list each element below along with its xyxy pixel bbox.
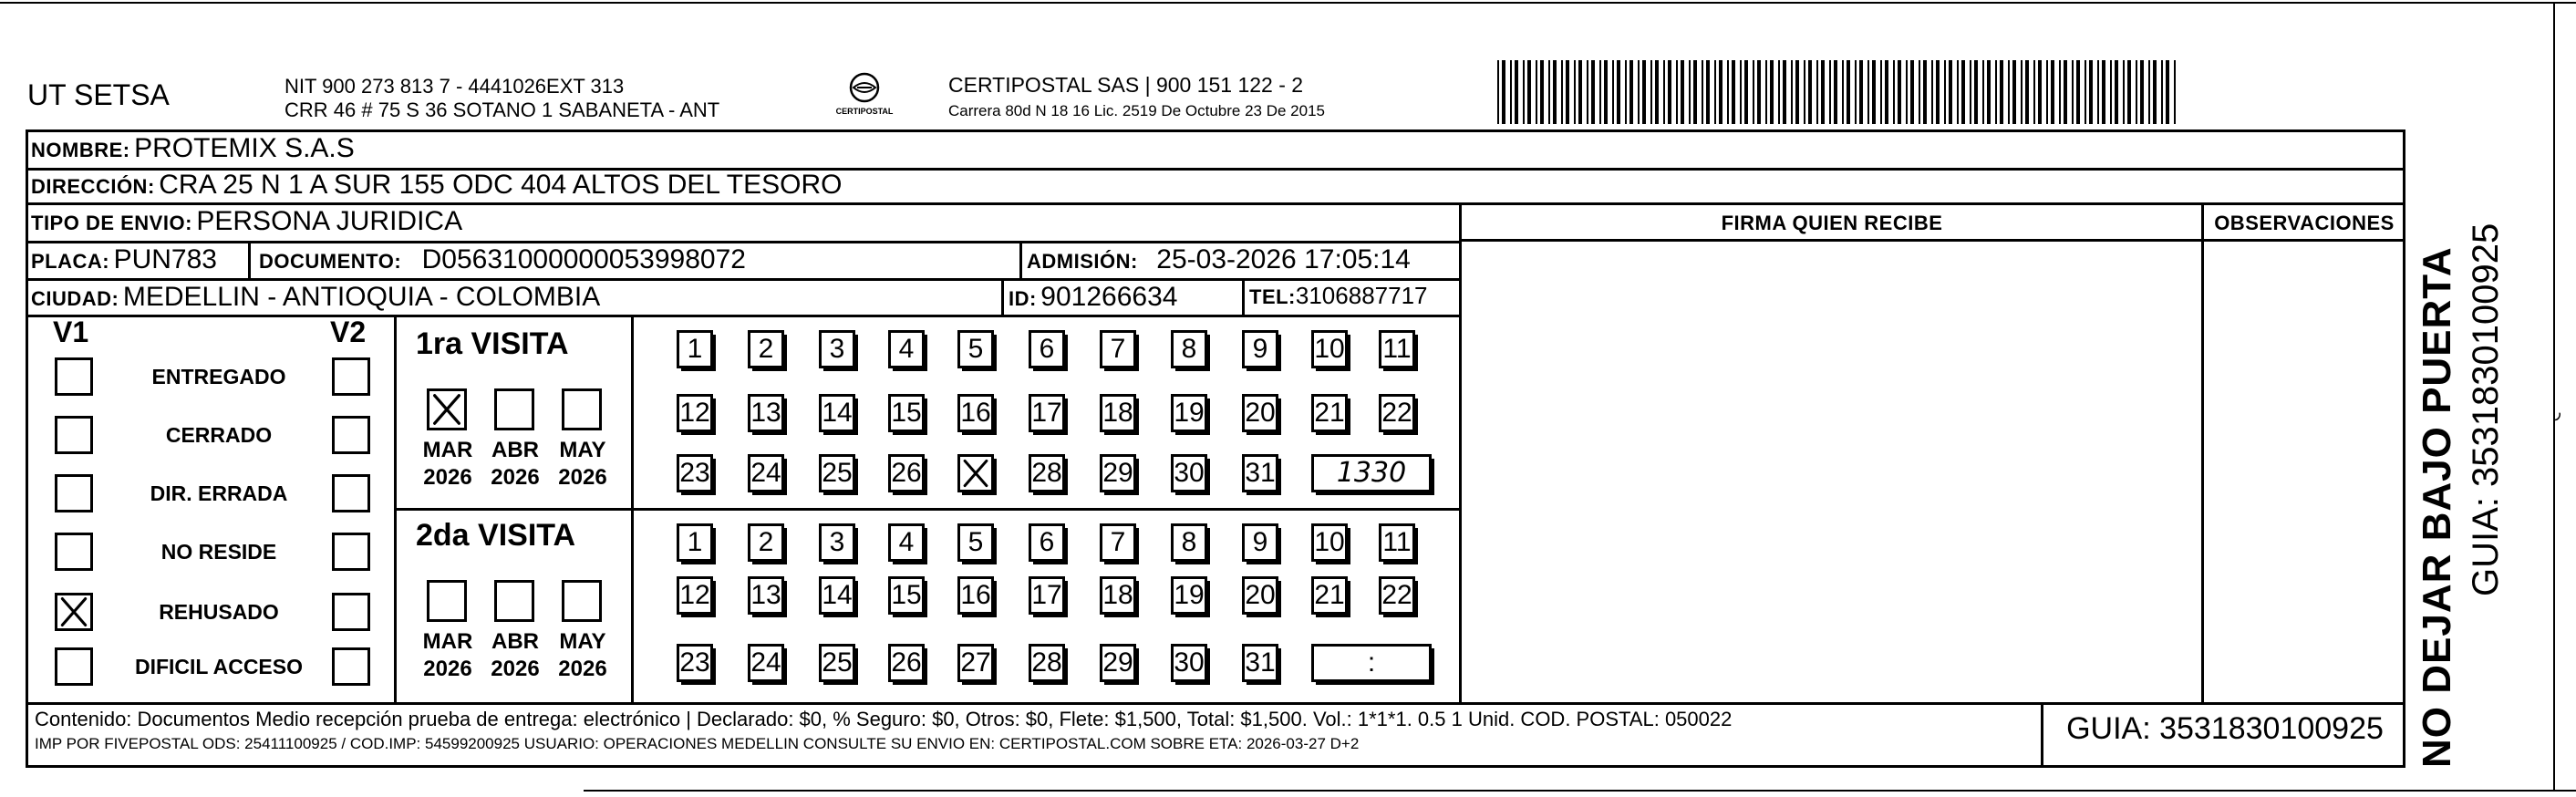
first-visit-time-box[interactable]: 1330 bbox=[1311, 454, 1432, 492]
second-visit-month-label: ABR bbox=[491, 629, 539, 654]
v2-checkbox[interactable] bbox=[332, 357, 370, 396]
plate-label: PLACA: bbox=[31, 250, 110, 273]
second-visit-time-box[interactable]: : bbox=[1311, 644, 1432, 682]
first-visit-day-box[interactable]: 3 bbox=[819, 330, 855, 368]
first-visit-day-box[interactable]: 16 bbox=[957, 394, 994, 432]
second-visit-day-box[interactable]: 18 bbox=[1100, 576, 1136, 615]
sender-name: UT SETSA bbox=[27, 78, 170, 111]
v1-header: V1 bbox=[53, 316, 89, 348]
row-divider bbox=[1459, 239, 2405, 242]
row-divider bbox=[26, 702, 2405, 705]
first-visit-day-box[interactable]: 31 bbox=[1242, 454, 1278, 492]
v2-header: V2 bbox=[330, 316, 367, 348]
second-visit-month-label: MAY bbox=[559, 629, 606, 654]
first-visit-day-box[interactable]: 19 bbox=[1171, 394, 1207, 432]
second-visit-day-box[interactable]: 14 bbox=[819, 576, 855, 615]
second-visit-day-box[interactable]: 13 bbox=[748, 576, 784, 615]
second-visit-day-box[interactable]: 6 bbox=[1029, 523, 1065, 562]
side-guide-number: GUIA: 3531830100925 bbox=[2466, 223, 2506, 596]
certipostal-logo bbox=[828, 69, 901, 120]
admission-label: ADMISIÓN: bbox=[1027, 250, 1138, 273]
first-visit-day-box[interactable]: 14 bbox=[819, 394, 855, 432]
v1-checkbox[interactable] bbox=[55, 533, 93, 571]
second-visit-day-box[interactable]: 7 bbox=[1100, 523, 1136, 562]
status-option-label: DIR. ERRADA bbox=[150, 481, 288, 505]
address-value: CRA 25 N 1 A SUR 155 ODC 404 ALTOS DEL TESORO bbox=[159, 170, 843, 200]
v2-checkbox[interactable] bbox=[332, 647, 370, 686]
first-visit-year-label: 2026 bbox=[491, 465, 540, 490]
first-visit-day-box[interactable]: 13 bbox=[748, 394, 784, 432]
first-visit-day-box[interactable]: 10 bbox=[1311, 330, 1348, 368]
barcode bbox=[1497, 60, 2181, 124]
v2-checkbox[interactable] bbox=[332, 533, 370, 571]
v1-checkbox[interactable] bbox=[55, 593, 93, 631]
admission-cell bbox=[1027, 244, 1411, 275]
row-divider bbox=[26, 241, 1461, 243]
v2-checkbox[interactable] bbox=[332, 474, 370, 512]
v1-checkbox[interactable] bbox=[55, 647, 93, 686]
first-visit-day-box[interactable]: 28 bbox=[1029, 454, 1065, 492]
first-visit-day-box[interactable]: 25 bbox=[819, 454, 855, 492]
second-visit-day-box[interactable]: 11 bbox=[1379, 523, 1415, 562]
name-value: PROTEMIX S.A.S bbox=[134, 133, 355, 163]
col-divider bbox=[1001, 278, 1004, 316]
city-label: CIUDAD: bbox=[31, 287, 119, 310]
v2-checkbox[interactable] bbox=[332, 593, 370, 631]
tel-cell bbox=[1249, 282, 1428, 310]
document-label: DOCUMENTO: bbox=[259, 250, 402, 273]
second-visit-day-box[interactable]: 19 bbox=[1171, 576, 1207, 615]
second-visit-day-box[interactable]: 17 bbox=[1029, 576, 1065, 615]
second-visit-year-label: 2026 bbox=[423, 657, 472, 681]
tel-label: TEL: bbox=[1249, 285, 1296, 308]
second-visit-month-checkbox[interactable] bbox=[427, 580, 467, 622]
right-edge bbox=[2553, 2, 2555, 790]
id-label: ID: bbox=[1009, 287, 1037, 310]
second-visit-day-box[interactable]: 8 bbox=[1171, 523, 1207, 562]
first-visit-day-box[interactable]: 17 bbox=[1029, 394, 1065, 432]
first-visit-day-box[interactable]: 21 bbox=[1311, 394, 1348, 432]
no-dejar-bajo-puerta: NO DEJAR BAJO PUERTA bbox=[2415, 246, 2459, 768]
second-visit-day-box[interactable]: 4 bbox=[888, 523, 925, 562]
col-divider bbox=[248, 241, 251, 279]
second-visit-day-box[interactable]: 31 bbox=[1242, 644, 1278, 682]
second-visit-day-box[interactable]: 15 bbox=[888, 576, 925, 615]
second-visit-day-box[interactable]: 5 bbox=[957, 523, 994, 562]
city-cell bbox=[31, 282, 600, 313]
receiver-signature-header: FIRMA QUIEN RECIBE bbox=[1721, 212, 1943, 234]
name-label: NOMBRE: bbox=[31, 139, 130, 161]
shipping-type-label: TIPO DE ENVIO: bbox=[31, 212, 192, 234]
second-visit-month-checkbox[interactable] bbox=[494, 580, 534, 622]
first-visit-day-box[interactable]: 24 bbox=[748, 454, 784, 492]
v2-checkbox[interactable] bbox=[332, 416, 370, 454]
first-visit-year-label: 2026 bbox=[558, 465, 607, 490]
plate-cell bbox=[31, 244, 217, 275]
second-visit-day-box[interactable]: 29 bbox=[1100, 644, 1136, 682]
row-divider bbox=[26, 278, 1461, 281]
footer-guide-number: GUIA: 3531830100925 bbox=[2066, 711, 2384, 746]
admission-value: 25-03-2026 17:05:14 bbox=[1156, 244, 1411, 274]
row-divider bbox=[26, 202, 2405, 205]
first-visit-day-box[interactable]: 5 bbox=[957, 330, 994, 368]
second-visit-day-box[interactable]: 22 bbox=[1379, 576, 1415, 615]
second-visit-day-box[interactable]: 21 bbox=[1311, 576, 1348, 615]
first-visit-month-checkbox[interactable] bbox=[427, 388, 467, 430]
second-visit-day-box[interactable]: 3 bbox=[819, 523, 855, 562]
first-visit-day-box[interactable]: 12 bbox=[677, 394, 713, 432]
second-visit-day-box[interactable]: 25 bbox=[819, 644, 855, 682]
second-visit-day-box[interactable]: 26 bbox=[888, 644, 925, 682]
name-row bbox=[31, 133, 355, 164]
shipping-type-row bbox=[31, 206, 462, 237]
second-visit-year-label: 2026 bbox=[491, 657, 540, 681]
second-visit-title: 2da VISITA bbox=[416, 518, 576, 553]
status-option-label: DIFICIL ACCESO bbox=[134, 655, 303, 678]
col-divider bbox=[2201, 202, 2204, 704]
first-visit-day-box[interactable]: 9 bbox=[1242, 330, 1278, 368]
address-row bbox=[31, 170, 842, 201]
signature-area[interactable] bbox=[1463, 243, 2199, 699]
col-divider bbox=[1459, 202, 1462, 704]
second-visit-day-box[interactable]: 20 bbox=[1242, 576, 1278, 615]
row-divider bbox=[26, 315, 1461, 317]
row-divider bbox=[394, 508, 1461, 511]
second-visit-day-box[interactable]: 30 bbox=[1171, 644, 1207, 682]
first-visit-day-box[interactable]: 30 bbox=[1171, 454, 1207, 492]
v1-checkbox[interactable] bbox=[55, 416, 93, 454]
city-value: MEDELLIN - ANTIOQUIA - COLOMBIA bbox=[122, 282, 601, 312]
col-divider bbox=[2041, 702, 2043, 768]
content-line: Contenido: Documentos Medio recepción prueba de entrega: electrónico | Declarado: $0, % Seguro: $0, Otros: $0, Flete: $1,500, Total: $1,500. Vol.: 1*1*1. 0.5 1 Unid. COD. POSTAL: 050022 bbox=[35, 708, 1733, 730]
first-visit-month-checkbox[interactable] bbox=[562, 388, 602, 430]
plate-value: PUN783 bbox=[113, 244, 217, 274]
v1-checkbox[interactable] bbox=[55, 357, 93, 396]
first-visit-day-box[interactable]: 1 bbox=[677, 330, 713, 368]
second-visit-day-box[interactable]: 28 bbox=[1029, 644, 1065, 682]
id-value: 901266634 bbox=[1040, 282, 1178, 312]
first-visit-day-box[interactable]: 6 bbox=[1029, 330, 1065, 368]
sender-address: CRR 46 # 75 S 36 SOTANO 1 SABANETA - ANT bbox=[284, 98, 720, 121]
bottom-border bbox=[584, 790, 2576, 792]
first-visit-day-box[interactable]: 26 bbox=[888, 454, 925, 492]
second-visit-day-box[interactable]: 16 bbox=[957, 576, 994, 615]
first-visit-day-box[interactable]: 8 bbox=[1171, 330, 1207, 368]
observations-area[interactable] bbox=[2205, 243, 2402, 699]
address-label: DIRECCIÓN: bbox=[31, 175, 155, 198]
second-visit-day-box[interactable]: 24 bbox=[748, 644, 784, 682]
first-visit-day-box[interactable]: 2 bbox=[748, 330, 784, 368]
observations-header: OBSERVACIONES bbox=[2214, 212, 2395, 234]
v1-checkbox[interactable] bbox=[55, 474, 93, 512]
sender-nit: NIT 900 273 813 7 - 4441026EXT 313 bbox=[284, 75, 625, 98]
second-visit-day-box[interactable]: 10 bbox=[1311, 523, 1348, 562]
first-visit-day-box[interactable]: 22 bbox=[1379, 394, 1415, 432]
col-divider bbox=[1019, 241, 1022, 279]
tel-value: 3106887717 bbox=[1295, 282, 1428, 309]
imp-line: IMP POR FIVEPOSTAL ODS: 25411100925 / COD.IMP: 54599200925 USUARIO: OPERACIONES MEDELLIN CONSULTE SU ENVIO EN: CERTIPOSTAL.COM SOBRE ETA: 2026-03-27 D+2 bbox=[35, 735, 1360, 752]
second-visit-day-box[interactable]: 1 bbox=[677, 523, 713, 562]
first-visit-month-checkbox[interactable] bbox=[494, 388, 534, 430]
first-visit-month-label: ABR bbox=[491, 438, 539, 462]
first-visit-day-box[interactable]: 23 bbox=[677, 454, 713, 492]
status-option-label: ENTREGADO bbox=[151, 365, 286, 388]
document-value: D05631000000053998072 bbox=[421, 244, 746, 274]
col-divider bbox=[1242, 278, 1245, 316]
carrier-address: Carrera 80d N 18 16 Lic. 2519 De Octubre 23 De 2015 bbox=[948, 102, 1325, 119]
svg-text:CERTIPOSTAL: CERTIPOSTAL bbox=[835, 107, 894, 116]
first-visit-day-box[interactable]: 20 bbox=[1242, 394, 1278, 432]
document-cell bbox=[259, 244, 746, 275]
first-visit-month-label: MAY bbox=[559, 438, 606, 462]
first-visit-month-label: MAR bbox=[422, 438, 473, 462]
first-visit-day-box[interactable]: 18 bbox=[1100, 394, 1136, 432]
status-option-label: NO RESIDE bbox=[160, 540, 277, 564]
first-visit-day-box[interactable]: 4 bbox=[888, 330, 925, 368]
first-visit-day-box[interactable]: 29 bbox=[1100, 454, 1136, 492]
second-visit-day-box[interactable]: 9 bbox=[1242, 523, 1278, 562]
first-visit-day-box[interactable]: 7 bbox=[1100, 330, 1136, 368]
first-visit-day-box[interactable]: 11 bbox=[1379, 330, 1415, 368]
second-visit-day-box[interactable]: 12 bbox=[677, 576, 713, 615]
shipping-type-value: PERSONA JURIDICA bbox=[196, 206, 463, 236]
id-cell bbox=[1009, 282, 1177, 313]
first-visit-title: 1ra VISITA bbox=[416, 326, 569, 361]
second-visit-day-box[interactable]: 2 bbox=[748, 523, 784, 562]
second-visit-year-label: 2026 bbox=[558, 657, 607, 681]
edge-mark: ٫ bbox=[2555, 403, 2561, 423]
top-border bbox=[0, 2, 2576, 4]
second-visit-day-box[interactable]: 23 bbox=[677, 644, 713, 682]
first-visit-day-box[interactable]: 15 bbox=[888, 394, 925, 432]
second-visit-month-label: MAR bbox=[422, 629, 473, 654]
status-option-label: REHUSADO bbox=[159, 600, 279, 624]
status-option-label: CERRADO bbox=[165, 423, 273, 447]
carrier-line: CERTIPOSTAL SAS | 900 151 122 - 2 bbox=[948, 73, 1304, 97]
second-visit-day-box[interactable]: 27 bbox=[957, 644, 994, 682]
first-visit-day-box[interactable] bbox=[957, 454, 994, 492]
first-visit-year-label: 2026 bbox=[423, 465, 472, 490]
second-visit-month-checkbox[interactable] bbox=[562, 580, 602, 622]
